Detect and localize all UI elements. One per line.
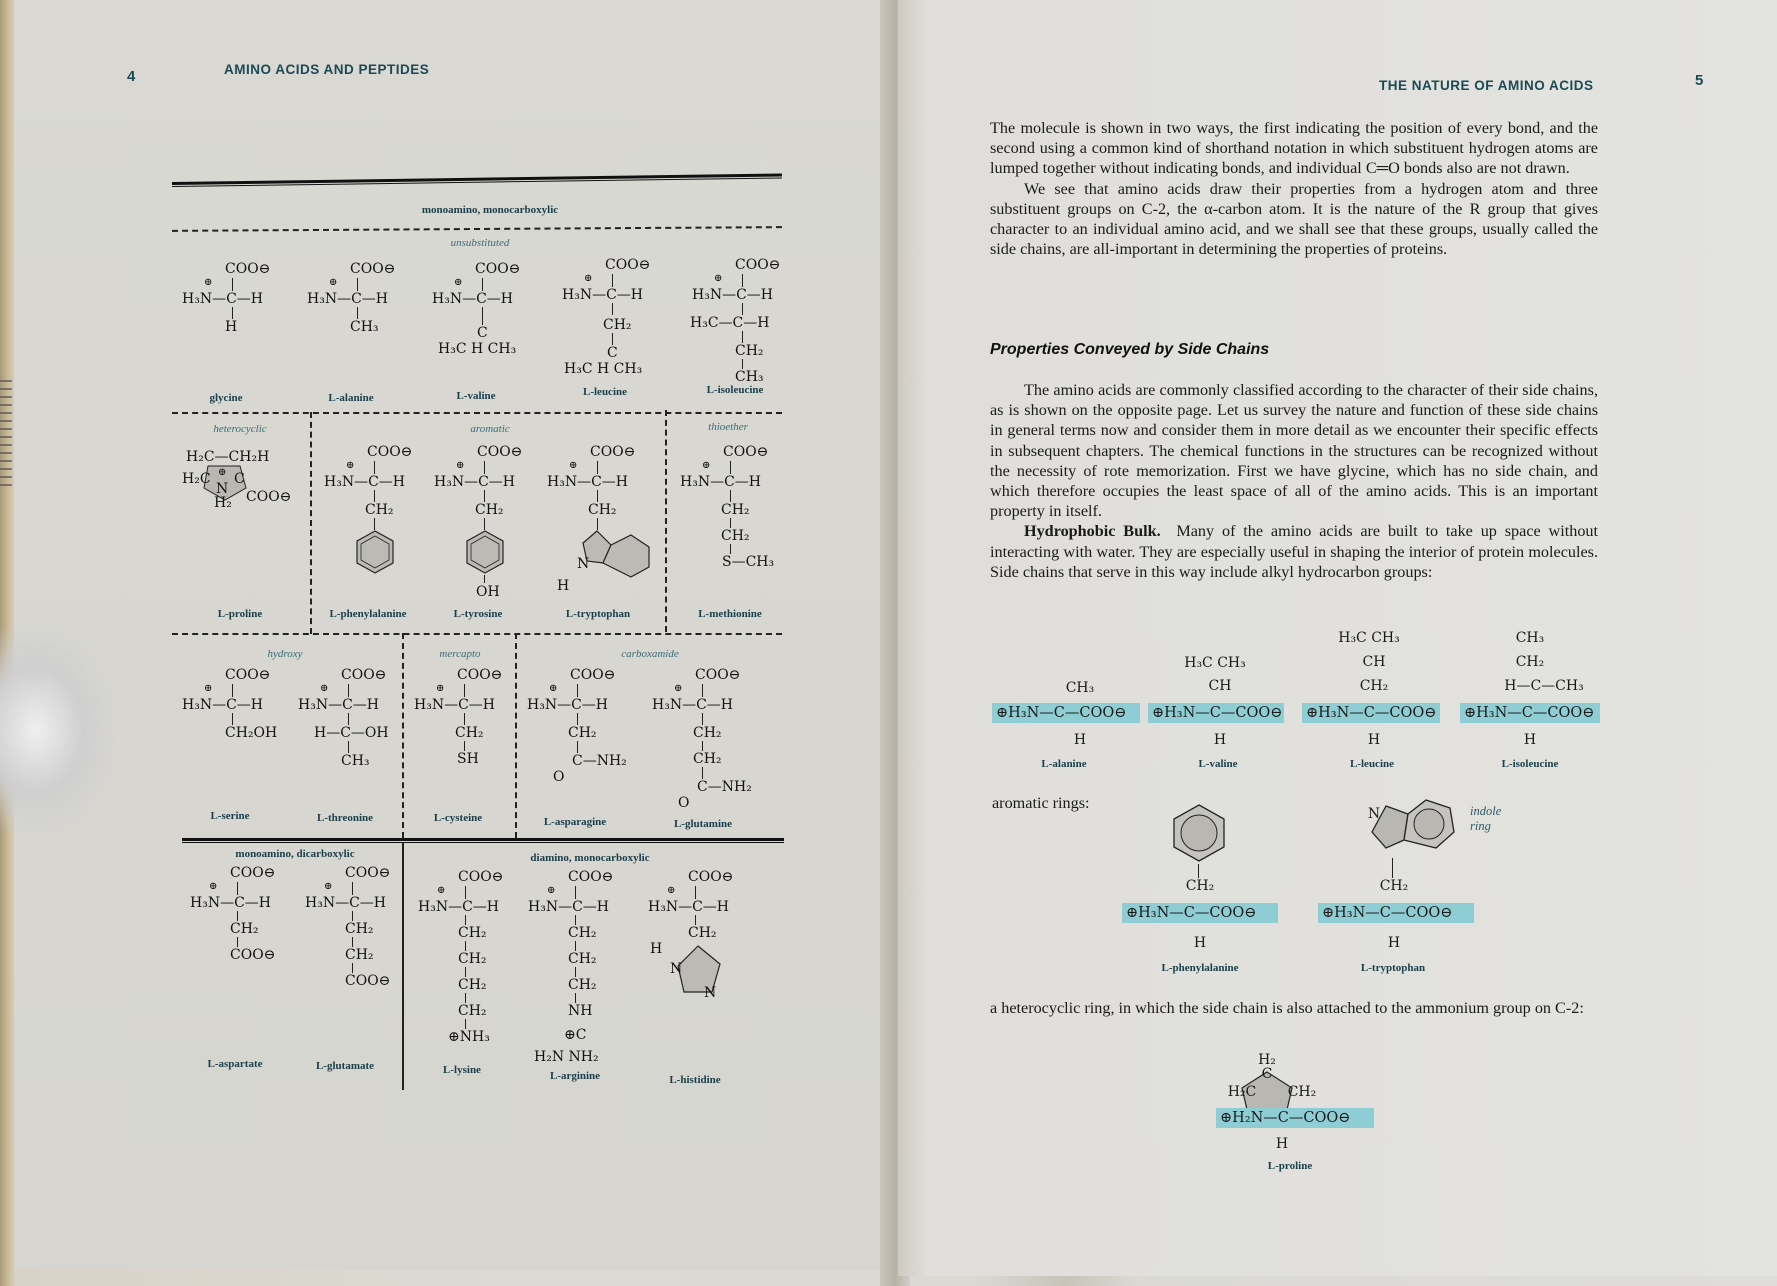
benzene-ring-icon — [354, 529, 396, 577]
label-tryptophan-right: L-tryptophan — [1360, 962, 1426, 974]
side-chain-leucine-ch2: CH₂ — [1359, 678, 1389, 694]
aromatic-rings-label: aromatic rings: — [992, 794, 1090, 812]
label-proline: L-proline — [217, 608, 263, 620]
paragraph-text: The amino acids are commonly classified according to the character of their side chains, as is shown on the opposite page. Let us survey the nature and function of these side chains in general terms now and consider them in more detail as we encounter their specific effects in subsequent chapters. The chemical functions in the structures can be recognized without the necessity of rote memorization. First we have glycine, which has no side chain, and which therefore occupies the least space of all of the amino acids. This is an important property in itself. — [990, 381, 1598, 521]
label-leucine-right: L-leucine — [1350, 758, 1394, 770]
paragraph-text: The molecule is shown in two ways, the first indicating the position of every bond, and the second using a common kind of shorthand notation in which substituent hydrogen atoms are lumped together without indicating bonds, and individual C═O bonds also are not drawn. — [990, 119, 1598, 178]
backbone-h: H — [1523, 732, 1537, 748]
label-glutamine: L-glutamine — [673, 818, 733, 830]
label-proline-right: L-proline — [1267, 1160, 1313, 1172]
section-heading: Properties Conveyed by Side Chains — [990, 341, 1270, 358]
label-phenylalanine: L-phenylalanine — [329, 608, 407, 620]
side-chain-trp: CH₂ — [1379, 878, 1409, 894]
group-label-heterocyclic: heterocyclic — [213, 423, 267, 435]
side-chain-alanine: CH₃ — [1065, 680, 1095, 696]
torn-paper-fragment — [0, 620, 120, 840]
paragraph-text: a heterocyclic ring, in which the side chain is also attached to the ammonium group on C-2: — [990, 999, 1584, 1017]
benzene-ring-icon — [464, 529, 506, 577]
label-isoleucine-right: L-isoleucine — [1501, 758, 1559, 770]
paragraph-hydrophobic — [990, 521, 1598, 582]
proline-h: H — [1275, 1136, 1289, 1152]
side-chain-isoleucine-branch: H—C—CH₃ — [1504, 678, 1584, 694]
indole-ring-icon — [565, 527, 655, 583]
proline-top-h2: H₂ — [1258, 1052, 1276, 1068]
body-paragraph-1 — [990, 118, 1598, 259]
backbone-h: H — [1193, 935, 1207, 951]
label-alanine-right: L-alanine — [1041, 758, 1087, 770]
indole-ring-icon — [1364, 794, 1460, 866]
group-label-unsubstituted: unsubstituted — [450, 237, 510, 249]
label-alanine: L-alanine — [328, 392, 374, 404]
label-cysteine: L-cysteine — [433, 812, 483, 824]
divider — [402, 633, 404, 838]
divider — [402, 843, 404, 1090]
group-label-aromatic: aromatic — [470, 423, 510, 435]
divider — [172, 633, 782, 635]
divider — [172, 412, 782, 414]
bond — [1392, 858, 1393, 878]
side-chain-isoleucine-ch3: CH₃ — [1515, 630, 1545, 646]
side-chain-valine-ch: CH — [1208, 678, 1232, 694]
page-number-right: 5 — [1695, 72, 1704, 89]
backbone-h: H — [1073, 732, 1087, 748]
paragraph-text: We see that amino acids draw their properties from a hydrogen atom and three substituent groups on C-2, the α-carbon atom. It is the nature of the R group that gives character to an individual amino acid, and we shall see that these groups, usually called the side chains, are all-important in determining the properties of proteins. — [990, 179, 1598, 259]
backbone-highlight: ⊕H₃N—C—COO⊖ — [1148, 703, 1284, 723]
label-histidine: L-histidine — [669, 1074, 721, 1086]
side-chain-leucine-ch: CH — [1362, 654, 1386, 670]
label-tryptophan: L-tryptophan — [565, 608, 631, 620]
backbone-highlight: ⊕H₃N—C—COO⊖ — [1122, 903, 1278, 923]
label-leucine: L-leucine — [583, 386, 627, 398]
label-aspartate: L-aspartate — [207, 1058, 263, 1070]
divider — [310, 412, 312, 634]
section-title-diamino-monocarboxylic: diamino, monocarboxylic — [530, 852, 650, 864]
paragraph-text: Many of the amino acids are built to take up space without interacting with water. They are especially useful in shaping the interior of protein molecules. Side chains that serve in this way include alkyl hydrocarbon groups: — [990, 522, 1599, 581]
page-number-left: 4 — [127, 68, 136, 85]
backbone-highlight: ⊕H₃N—C—COO⊖ — [1460, 703, 1600, 723]
running-head-left: AMINO ACIDS AND PEPTIDES — [224, 62, 430, 77]
proline-top-c: C — [1261, 1066, 1273, 1082]
backbone-highlight: ⊕H₃N—C—COO⊖ — [1318, 903, 1474, 923]
run-in-heading: Hydrophobic Bulk. — [1024, 522, 1161, 541]
backbone-h: H — [1387, 935, 1401, 951]
backbone-highlight: ⊕H₂N—C—COO⊖ — [1216, 1108, 1374, 1128]
label-glutamate: L-glutamate — [315, 1060, 375, 1072]
label-valine-right: L-valine — [1198, 758, 1238, 770]
proline-right: CH₂ — [1287, 1084, 1317, 1100]
label-glycine: glycine — [209, 392, 243, 404]
label-methionine: L-methionine — [698, 608, 762, 620]
indole-n: N — [1367, 806, 1381, 822]
group-label-carboxamide: carboxamide — [621, 648, 679, 660]
group-label-hydroxy: hydroxy — [267, 648, 303, 660]
table-section-rule — [182, 838, 784, 843]
benzene-ring-icon — [1170, 802, 1228, 864]
side-chain-phe: CH₂ — [1185, 878, 1215, 894]
label-asparagine: L-asparagine — [543, 816, 607, 828]
indole-ring-note: indole ring — [1470, 804, 1502, 833]
running-head-right: THE NATURE OF AMINO ACIDS — [1379, 78, 1594, 93]
backbone-highlight: ⊕H₃N—C—COO⊖ — [992, 703, 1140, 723]
bond — [1198, 864, 1199, 878]
label-phenylalanine-right: L-phenylalanine — [1161, 962, 1239, 974]
backbone-h: H — [1213, 732, 1227, 748]
label-serine: L-serine — [210, 810, 250, 822]
label-lysine: L-lysine — [443, 1064, 481, 1076]
label-arginine: L-arginine — [549, 1070, 601, 1082]
proline-left: H₂C — [1227, 1084, 1257, 1100]
label-threonine: L-threonine — [316, 812, 374, 824]
divider — [665, 410, 667, 632]
group-label-thioether: thioether — [708, 421, 748, 433]
label-isoleucine: L-isoleucine — [706, 384, 764, 396]
backbone-highlight: ⊕H₃N—C—COO⊖ — [1302, 703, 1440, 723]
page-edge-tabs — [0, 380, 12, 490]
left-page — [14, 0, 894, 1270]
body-paragraph-3 — [990, 998, 1598, 1018]
group-label-mercapto: mercapto — [439, 648, 481, 660]
body-paragraph-2 — [990, 380, 1598, 582]
side-chain-isoleucine-ch2: CH₂ — [1515, 654, 1545, 670]
divider — [515, 633, 517, 838]
book-spread: 4 AMINO ACIDS AND PEPTIDES monoamino, monocarboxylic unsubstituted COO⊖ ⊕ H₃N—C—H H COO⊖ ⊕ H₃N—C—H CH₃ COO⊖ ⊕ H₃N—C—H C H₃C H CH₃ COO⊖ ⊕ H₃N—C—H CH₂ C H₃C H CH₃ COO⊖ ⊕ H₃N—C—H H₃C—C—H CH₂ CH₃ glycine L-alanine L-valine L-leucine L-isoleucine heterocyclic aromatic thioether H₂C—CH₂H H₂C ⊕ C N H₂ COO⊖ COO⊖ ⊕ H₃N—C—H CH₂ COO⊖ ⊕ H₃N—C—H CH₂ OH COO⊖ ⊕ H₃N—C—H CH₂ N H COO⊖ ⊕ H₃N—C—H CH₂ CH₂ S—CH₃ L-proline L-phenylalanine L-tyrosine L-tryptophan L-methionine hydroxy mercapto carboxamide COO⊖ ⊕ H₃N—C—H CH₂OH COO⊖ ⊕ H₃N—C—H H—C—OH CH₃ COO⊖ ⊕ H₃N—C—H CH₂ SH COO⊖ ⊕ H₃N—C—H CH₂ C—NH₂ O COO⊖ ⊕ H₃N—C—H CH₂ CH₂ C—NH₂ O L-serine L-threonine L-cysteine L-asparagine L-glutamine monoamino, dicarboxylic diamino, monocarboxylic COO⊖ ⊕ H₃N—C—H CH₂ COO⊖ COO⊖ ⊕ H₃N—C—H CH₂ CH₂ COO⊖ COO⊖ ⊕ H₃N—C—H CH₂ CH₂ CH₂ CH₂ ⊕NH₃ COO⊖ ⊕ H₃N—C—H CH₂ CH₂ CH₂ NH ⊕C H₂N NH₂ COO⊖ ⊕ H₃N—C—H CH₂ H N N L-aspartate L-glutamate L-lysine L-arginine L-histidine THE NATURE OF AMINO ACIDS 5 The molecule is shown in two ways, the first indicating the position of every bond, and the second using a common kind of shorthand notation in which substituent hydrogen atoms are lumped together without indicating bonds, and individual C═O bonds also are not drawn. We see that amino acids draw their properties from a hydrogen atom and three substituent groups on C-2, the α-carbon atom. It is the nature of the R group that gives character to an individual amino acid, and we shall see that these groups, usually called the side chains, are all-important in determining the properties of proteins. Properties Conveyed by Side Chains The amino acids are commonly classified according to the character of their side chains, as is shown on the opposite page. Let us survey the nature and function of these side chains in general terms now and consider them in more detail as we encounter their specific effects in subsequent chapters. The chemical functions in the structures can be recognized without the necessity of rote memorization. First we have glycine, which has no side chain, and which therefore occupies the least space of all of the amino acids. This is an important property in itself. Hydrophobic Bulk. Many of the amino acids are built to take up space without interacting with water. They are especially useful in shaping the interior of protein molecules. Side chains that serve in this way include alkyl hydrocarbon groups: CH₃ ⊕H₃N—C—COO⊖ H L-alanine H₃C CH₃ CH ⊕H₃N—C—COO⊖ H L-valine H₃C CH₃ CH CH₂ ⊕H₃N—C—COO⊖ H L-leucine CH₃ CH₂ H—C—CH₃ ⊕H₃N—C—COO⊖ H L-isoleucine aromatic rings: CH₂ ⊕H₃N—C—COO⊖ H L-phenylalanine N indole ring CH₂ ⊕H₃N—C—COO⊖ H L-tryptophan a heterocyclic ring, in which the side chain is also attached to the ammonium group on C-2: H₂ C H₂C CH₂ ⊕H₂N—C—COO⊖ H L-proline — [0, 0, 1777, 1286]
section-title-monoamino-dicarboxylic: monoamino, dicarboxylic — [235, 848, 355, 860]
label-valine: L-valine — [456, 390, 496, 402]
side-chain-leucine-top: H₃C CH₃ — [1338, 630, 1400, 646]
label-tyrosine: L-tyrosine — [453, 608, 503, 620]
side-chain-valine-top: H₃C CH₃ — [1184, 655, 1246, 671]
backbone-h: H — [1367, 732, 1381, 748]
section-title-monoamino-monocarboxylic: monoamino, monocarboxylic — [421, 204, 559, 216]
